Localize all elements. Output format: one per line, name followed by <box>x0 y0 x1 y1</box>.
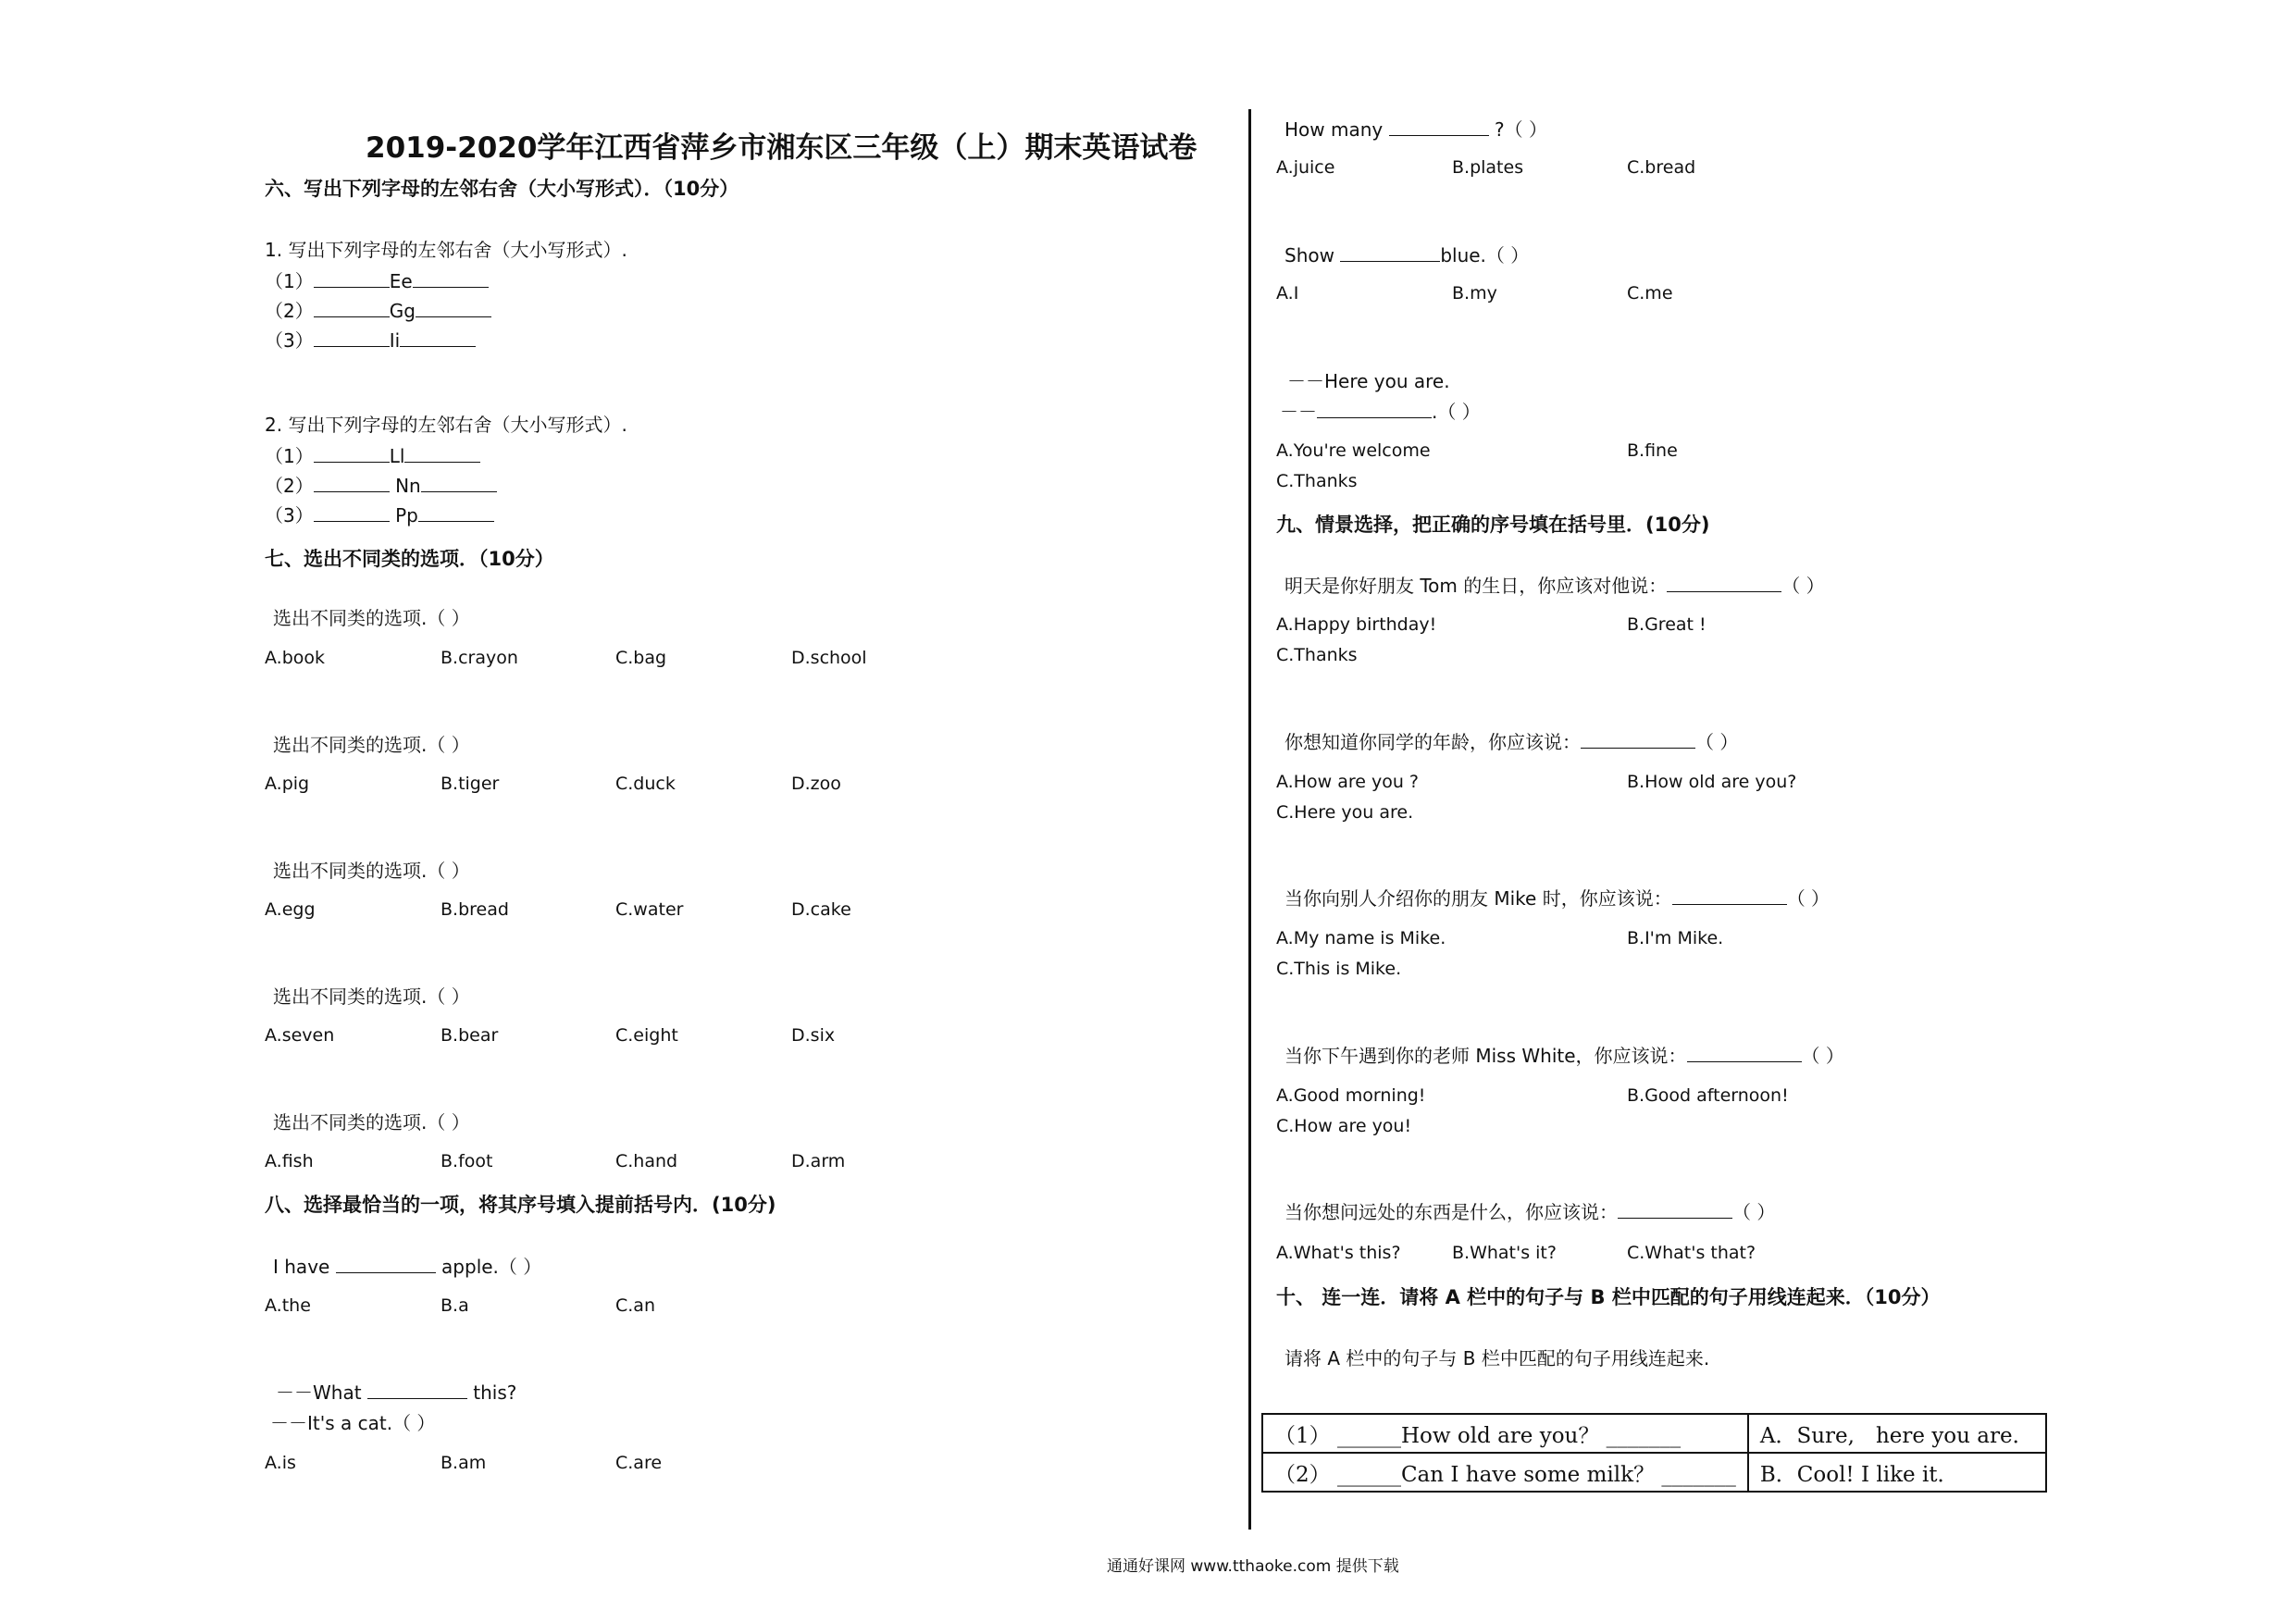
s8-q1-stem: I have apple.（ ） <box>273 1256 542 1278</box>
s8-q1-option-c: C.an <box>615 1295 655 1316</box>
s7-q4-option-a: A.seven <box>265 1025 335 1046</box>
s8-q2-option-c: C.are <box>615 1453 663 1473</box>
s7-q1-stem: 选出不同类的选项.（ ） <box>273 607 470 629</box>
s6-q1-item-3: （3） Ii <box>265 326 476 353</box>
s7-q1-option-a: A.book <box>265 648 326 668</box>
s6-q1-item-2: （2） Gg <box>265 296 491 323</box>
column-b-cell: A．Sure, here you are． <box>1748 1414 2046 1453</box>
s7-q2-option-c: C.duck <box>615 774 676 794</box>
s9-q3-option-a: A.My name is Mike. <box>1276 928 1446 948</box>
table-row <box>1262 1414 2046 1453</box>
s9-q3-option-b: B.I'm Mike. <box>1627 928 1724 948</box>
s9-q4-stem: 当你下午遇到你的老师 Miss White，你应该说： （ ） <box>1285 1045 1844 1067</box>
s7-q3-option-d: D.cake <box>791 899 851 920</box>
column-a-cell: （2） ______Can I have some milk？ _______ <box>1262 1453 1748 1492</box>
s9-q4-option-c: C.How are you! <box>1276 1116 1412 1136</box>
s8-q3-option-b: B.plates <box>1452 157 1524 178</box>
s8-q3-option-c: C.bread <box>1627 157 1696 178</box>
s8-q3-option-a: A.juice <box>1276 157 1335 178</box>
s7-q1-option-d: D.school <box>791 648 867 668</box>
s7-q3-option-c: C.water <box>615 899 684 920</box>
s8-q5-option-b: B.fine <box>1627 440 1678 461</box>
s9-q2-option-a: A.How are you ? <box>1276 772 1419 792</box>
s8-q2-line1: －－What this? <box>276 1381 517 1404</box>
s9-q2-option-b: B.How old are you? <box>1627 772 1797 792</box>
s9-q5-stem: 当你想问远处的东西是什么，你应该说： （ ） <box>1285 1201 1776 1223</box>
s7-q5-stem: 选出不同类的选项.（ ） <box>273 1111 470 1134</box>
table-row <box>1262 1453 2046 1492</box>
s9-q2-option-c: C.Here you are. <box>1276 802 1414 823</box>
s7-q2-option-b: B.tiger <box>441 774 500 794</box>
s7-q1-option-b: B.crayon <box>441 648 518 668</box>
s7-q3-stem: 选出不同类的选项.（ ） <box>273 860 470 882</box>
s9-q5-option-a: A.What's this? <box>1276 1243 1401 1263</box>
column-b-cell: B．Cool! I like it． <box>1748 1453 2046 1492</box>
s6-q2-stem: 2. 写出下列字母的左邻右舍（大小写形式）. <box>265 414 627 436</box>
s6-q1-item-1: （1） Ee <box>265 266 489 293</box>
s8-q1-option-b: B.a <box>441 1295 469 1316</box>
s7-q3-option-a: A.egg <box>265 899 316 920</box>
section-6-heading: 六、写出下列字母的左邻右舍（大小写形式）．（10分） <box>265 178 739 200</box>
s10-instruction: 请将 A 栏中的句子与 B 栏中匹配的句子用线连起来. <box>1285 1347 1710 1369</box>
s9-q3-option-c: C.This is Mike. <box>1276 959 1402 979</box>
s7-q4-option-c: C.eight <box>615 1025 678 1046</box>
s9-q5-option-c: C.What's that? <box>1627 1243 1756 1263</box>
s9-q4-option-b: B.Good afternoon! <box>1627 1085 1789 1106</box>
s6-q2-item-3: （3） Pp <box>265 501 494 527</box>
s7-q2-option-a: A.pig <box>265 774 310 794</box>
s7-q4-option-b: B.bear <box>441 1025 499 1046</box>
s8-q5-line1: －－Here you are. <box>1287 370 1450 392</box>
column-a-cell: （1） ______How old are you？ _______ <box>1262 1414 1748 1453</box>
s7-q5-option-d: D.arm <box>791 1151 846 1171</box>
page-title: 2019-2020学年江西省萍乡市湘东区三年级（上）期末英语试卷 <box>366 131 1198 165</box>
s9-q1-option-b: B.Great ! <box>1627 614 1706 635</box>
s9-q3-stem: 当你向别人介绍你的朋友 Mike 时，你应该说： （ ） <box>1285 887 1831 910</box>
matching-table <box>1261 1413 2047 1493</box>
s8-q4-stem: Show blue.（ ） <box>1285 244 1530 266</box>
s8-q2-option-a: A.is <box>265 1453 296 1473</box>
s8-q5-option-c: C.Thanks <box>1276 471 1358 491</box>
s8-q2-option-b: B.am <box>441 1453 487 1473</box>
s6-q2-item-1: （1） Ll <box>265 441 480 468</box>
s7-q2-option-d: D.zoo <box>791 774 841 794</box>
s9-q1-option-c: C.Thanks <box>1276 645 1358 665</box>
s8-q5-line2: －－ .（ ） <box>1280 401 1481 423</box>
section-7-heading: 七、选出不同类的选项．（10分） <box>265 548 554 570</box>
s7-q3-option-b: B.bread <box>441 899 509 920</box>
s8-q4-option-c: C.me <box>1627 283 1673 304</box>
s8-q4-option-a: A.I <box>1276 283 1299 304</box>
s7-q2-stem: 选出不同类的选项.（ ） <box>273 734 470 756</box>
s8-q4-option-b: B.my <box>1452 283 1497 304</box>
column-divider <box>1248 109 1251 1530</box>
s7-q1-option-c: C.bag <box>615 648 667 668</box>
s9-q1-option-a: A.Happy birthday! <box>1276 614 1437 635</box>
s7-q5-option-a: A.fish <box>265 1151 314 1171</box>
s7-q5-option-c: C.hand <box>615 1151 678 1171</box>
s6-q1-stem: 1. 写出下列字母的左邻右舍（大小写形式）. <box>265 239 627 261</box>
s9-q5-option-b: B.What's it? <box>1452 1243 1557 1263</box>
s7-q4-stem: 选出不同类的选项.（ ） <box>273 985 470 1008</box>
s8-q3-stem: How many ?（ ） <box>1285 118 1547 141</box>
s9-q1-stem: 明天是你好朋友 Tom 的生日，你应该对他说： （ ） <box>1285 575 1825 597</box>
s6-q2-item-2: （2） Nn <box>265 471 497 498</box>
s9-q4-option-a: A.Good morning! <box>1276 1085 1426 1106</box>
page-footer: 通通好课网 www.tthaoke.com 提供下载 <box>1107 1557 1399 1576</box>
s8-q2-line2: －－It's a cat.（ ） <box>270 1412 436 1434</box>
section-9-heading: 九、情景选择，把正确的序号填在括号里．(10分) <box>1276 514 1710 536</box>
s9-q2-stem: 你想知道你同学的年龄，你应该说： （ ） <box>1285 731 1739 753</box>
s7-q4-option-d: D.six <box>791 1025 836 1046</box>
s7-q5-option-b: B.foot <box>441 1151 493 1171</box>
s8-q5-option-a: A.You're welcome <box>1276 440 1431 461</box>
section-8-heading: 八、选择最恰当的一项，将其序号填入提前括号内．(10分) <box>265 1194 776 1216</box>
section-10-heading: 十、 连一连．请将 A 栏中的句子与 B 栏中匹配的句子用线连起来．（10分） <box>1276 1286 1941 1308</box>
s8-q1-option-a: A.the <box>265 1295 311 1316</box>
